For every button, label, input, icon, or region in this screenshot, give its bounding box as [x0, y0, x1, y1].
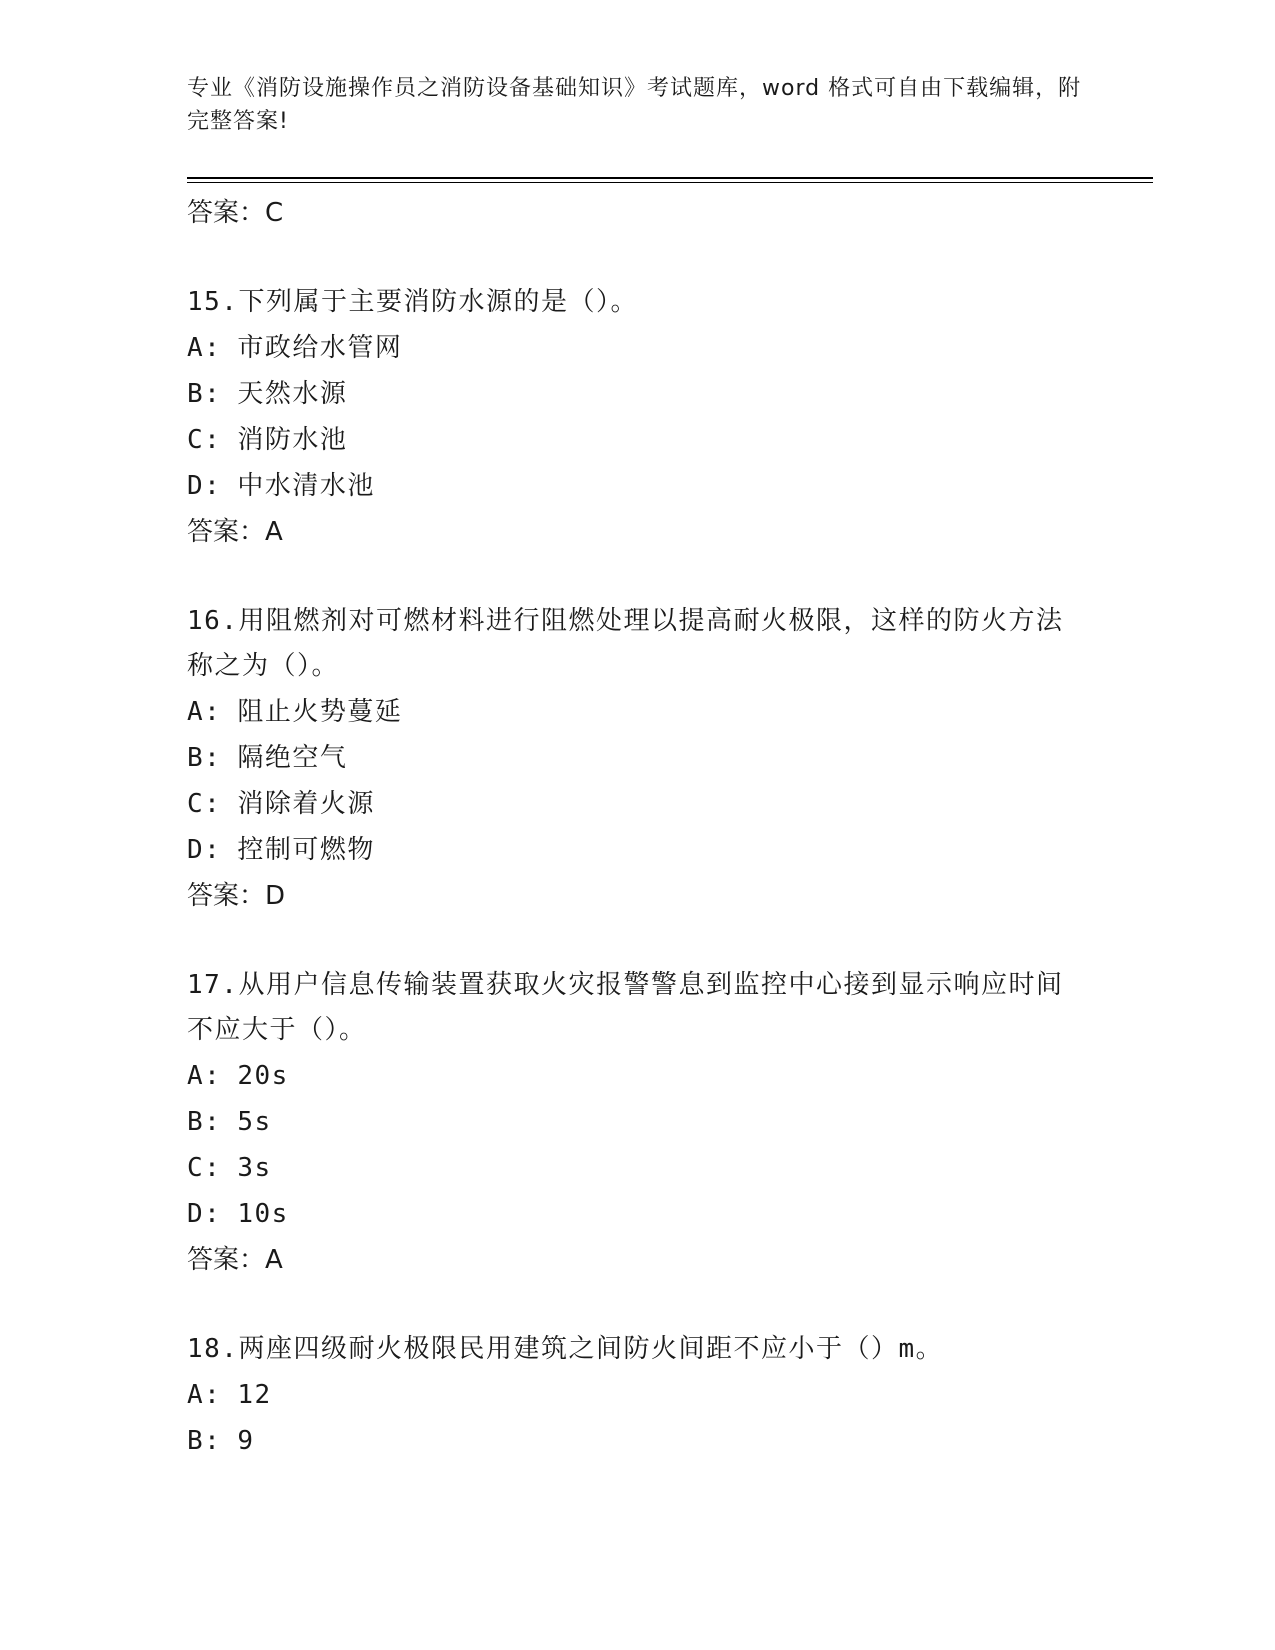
answer-line	[187, 190, 1087, 236]
question-body: 用阻燃剂对可燃材料进行阻燃处理以提高耐火极限，这样的防火方法称之为（）。	[187, 606, 1064, 681]
option-text: 5s	[237, 1107, 272, 1137]
option-text: 12	[237, 1380, 272, 1410]
question-18	[187, 1327, 1087, 1464]
option-key: A:	[187, 333, 222, 363]
option-b	[187, 735, 1087, 781]
option-a	[187, 325, 1087, 371]
option-key: C:	[187, 789, 222, 819]
option-d	[187, 463, 1087, 509]
answer-line	[187, 509, 1087, 555]
option-text: 天然水源	[237, 379, 348, 409]
option-key: A:	[187, 1061, 222, 1091]
option-a	[187, 689, 1087, 735]
option-key: A:	[187, 697, 222, 727]
question-text	[187, 1327, 1067, 1372]
answer-value: A	[265, 1245, 283, 1275]
option-a	[187, 1053, 1087, 1099]
question-text	[187, 963, 1067, 1053]
option-a	[187, 1372, 1087, 1418]
question-number: 17.	[187, 970, 239, 1000]
option-text: 10s	[237, 1199, 289, 1229]
option-text: 市政给水管网	[237, 333, 403, 363]
question-body: 两座四级耐火极限民用建筑之间防火间距不应小于（）m。	[238, 1334, 944, 1364]
option-b	[187, 371, 1087, 417]
answer-value: C	[265, 198, 284, 228]
option-key: D:	[187, 1199, 222, 1229]
answer-line	[187, 873, 1087, 919]
option-key: C:	[187, 1153, 222, 1183]
option-c	[187, 781, 1087, 827]
option-key: B:	[187, 1107, 222, 1137]
header-rule-thick	[187, 177, 1153, 179]
option-text: 3s	[237, 1153, 272, 1183]
option-key: C:	[187, 425, 222, 455]
option-c	[187, 1145, 1087, 1191]
answer-prefix: 答案：	[187, 1245, 266, 1275]
option-key: B:	[187, 743, 222, 773]
option-b	[187, 1418, 1087, 1464]
header-rule-thin	[187, 182, 1153, 183]
answer-value: D	[265, 881, 286, 911]
question-text	[187, 599, 1067, 689]
option-text: 9	[237, 1426, 255, 1456]
option-key: B:	[187, 1426, 222, 1456]
option-text: 控制可燃物	[237, 835, 375, 865]
option-text: 20s	[237, 1061, 289, 1091]
question-number: 18.	[187, 1334, 239, 1364]
answer-line	[187, 1237, 1087, 1283]
option-d	[187, 827, 1087, 873]
option-text: 消除着火源	[237, 789, 375, 819]
question-number: 15.	[187, 287, 239, 317]
answer-value: A	[265, 517, 283, 547]
answer-prefix: 答案：	[187, 881, 266, 911]
question-15	[187, 280, 1087, 555]
question-number: 16.	[187, 606, 239, 636]
question-text	[187, 280, 1067, 325]
option-text: 阻止火势蔓延	[237, 697, 403, 727]
option-key: B:	[187, 379, 222, 409]
option-key: A:	[187, 1380, 222, 1410]
option-key: D:	[187, 835, 222, 865]
option-d	[187, 1191, 1087, 1237]
question-17	[187, 963, 1087, 1283]
option-text: 隔绝空气	[237, 743, 348, 773]
option-text: 中水清水池	[237, 471, 375, 501]
question-16	[187, 599, 1087, 919]
option-b	[187, 1099, 1087, 1145]
document-header	[187, 72, 1087, 138]
question-body: 下列属于主要消防水源的是（）。	[238, 287, 638, 317]
option-key: D:	[187, 471, 222, 501]
question-body: 从用户信息传输装置获取火灾报警警息到监控中心接到显示响应时间不应大于（）。	[187, 970, 1064, 1045]
answer-prefix: 答案：	[187, 517, 266, 547]
answer-prefix: 答案：	[187, 198, 266, 228]
question-list	[187, 190, 1087, 1464]
option-c	[187, 417, 1087, 463]
header-text: 专业《消防设施操作员之消防设备基础知识》考试题库，word 格式可自由下载编辑，附完整答案!	[187, 76, 1082, 134]
option-text: 消防水池	[237, 425, 348, 455]
